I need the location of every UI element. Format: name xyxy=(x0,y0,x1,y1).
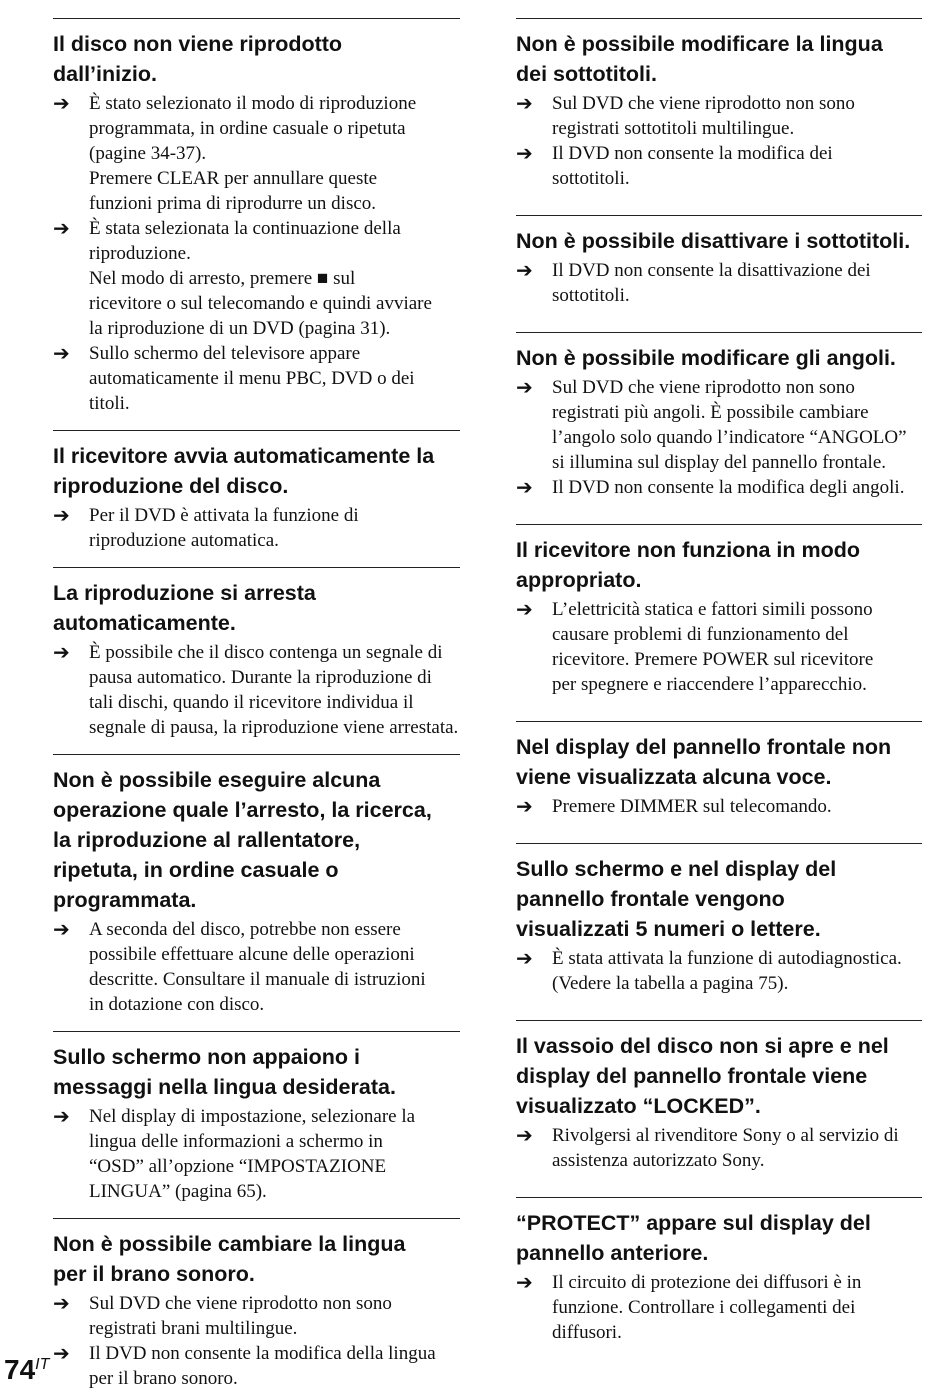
arrow-right-icon: ➔ xyxy=(516,375,533,399)
section-heading: Non è possibile cambiare la lingua per il brano sonoro. xyxy=(53,1232,406,1286)
arrow-right-icon: ➔ xyxy=(53,1291,70,1315)
remedy-text: Per il DVD è attivata la funzione di riproduzione automatica. xyxy=(89,505,359,551)
section-heading: Non è possibile eseguire alcuna operazione quale l’arresto, la ricerca, la riproduzione al rallentatore, ripetuta, in ordine casuale o programmata. xyxy=(53,768,432,912)
remedy-text: L’elettricità statica e fattori simili possono causare problemi di funzionamento del ricevitore. Premere POWER sul ricevitore per spegnere e riaccendere l’apparecchio. xyxy=(552,599,874,695)
troubleshooting-section xyxy=(516,1197,922,1369)
remedy-text: Il DVD non consente la disattivazione dei sottotitoli. xyxy=(552,260,871,306)
section-heading: Il ricevitore avvia automaticamente la riproduzione del disco. xyxy=(53,444,435,498)
section-heading: Il vassoio del disco non si apre e nel display del pannello frontale viene visualizzato “LOCKED”. xyxy=(516,1034,889,1118)
remedy-item xyxy=(516,258,922,308)
remedy-text: Il circuito di protezione dei diffusori è in funzione. Controllare i collegamenti dei diffusori. xyxy=(552,1272,862,1343)
troubleshooting-section xyxy=(516,843,922,1020)
troubleshooting-section xyxy=(516,1020,922,1197)
arrow-right-icon: ➔ xyxy=(516,1270,533,1294)
remedy-item xyxy=(53,917,460,1017)
arrow-right-icon: ➔ xyxy=(53,503,70,527)
remedy-text: È stata selezionata la continuazione della riproduzione. Nel modo di arresto, premere ■ sul ricevitore o sul telecomando e quindi avviare la riproduzione di un DVD (pagina 31). xyxy=(89,218,432,339)
remedy-item xyxy=(53,91,460,216)
section-heading: Non è possibile modificare gli angoli. xyxy=(516,346,896,370)
arrow-right-icon: ➔ xyxy=(53,341,70,365)
remedy-item xyxy=(516,1270,922,1345)
troubleshooting-section xyxy=(53,1218,460,1391)
section-heading: La riproduzione si arresta automaticamente. xyxy=(53,581,316,635)
left-column xyxy=(53,18,460,1391)
arrow-right-icon: ➔ xyxy=(516,258,533,282)
section-heading: “PROTECT” appare sul display del pannello anteriore. xyxy=(516,1211,871,1265)
section-heading: Nel display del pannello frontale non viene visualizzata alcuna voce. xyxy=(516,735,892,789)
remedy-item xyxy=(53,216,460,341)
remedy-text: Il DVD non consente la modifica dei sottotitoli. xyxy=(552,143,833,189)
remedy-item xyxy=(516,1123,922,1173)
remedy-text: A seconda del disco, potrebbe non essere possibile effettuare alcune delle operazioni descritte. Consultare il manuale di istruzioni in dotazione con disco. xyxy=(89,919,426,1015)
section-heading: Non è possibile modificare la lingua dei sottotitoli. xyxy=(516,32,883,86)
arrow-right-icon: ➔ xyxy=(53,1104,70,1128)
arrow-right-icon: ➔ xyxy=(53,917,70,941)
arrow-right-icon: ➔ xyxy=(53,1341,70,1365)
troubleshooting-section xyxy=(516,721,922,843)
troubleshooting-section xyxy=(53,430,460,567)
arrow-right-icon: ➔ xyxy=(516,1123,533,1147)
troubleshooting-section xyxy=(53,1031,460,1218)
remedy-item xyxy=(516,946,922,996)
arrow-right-icon: ➔ xyxy=(53,640,70,664)
troubleshooting-section xyxy=(516,332,922,524)
remedy-text: Sullo schermo del televisore appare automaticamente il menu PBC, DVD o dei titoli. xyxy=(89,343,415,414)
arrow-right-icon: ➔ xyxy=(516,597,533,621)
remedy-text: Nel display di impostazione, selezionare la lingua delle informazioni a schermo in “OSD” all’opzione “IMPOSTAZIONE LINGUA” (pagina 65). xyxy=(89,1106,416,1202)
remedy-item xyxy=(516,141,922,191)
remedy-text: Sul DVD che viene riprodotto non sono registrati più angoli. È possibile cambiare l’angolo solo quando l’indicatore “ANGOLO” si illumina sul display del pannello frontale. xyxy=(552,377,907,473)
section-heading: Non è possibile disattivare i sottotitoli. xyxy=(516,229,911,253)
right-column xyxy=(516,18,922,1369)
remedy-text: Premere DIMMER sul telecomando. xyxy=(552,796,832,817)
page-language-suffix: IT xyxy=(35,1356,50,1373)
arrow-right-icon: ➔ xyxy=(516,946,533,970)
troubleshooting-section xyxy=(516,18,922,215)
remedy-text: È possibile che il disco contenga un segnale di pausa automatico. Durante la riproduzione di tali dischi, quando il ricevitore individua il segnale di pausa, la riproduzione viene arrestata. xyxy=(89,642,459,738)
remedy-text: Sul DVD che viene riprodotto non sono registrati sottotitoli multilingue. xyxy=(552,93,855,139)
remedy-text: È stato selezionato il modo di riproduzione programmata, in ordine casuale o ripetuta (pagine 34-37). Premere CLEAR per annullare queste funzioni prima di riprodurre un disco. xyxy=(89,93,417,214)
remedy-text: Rivolgersi al rivenditore Sony o al servizio di assistenza autorizzato Sony. xyxy=(552,1125,899,1171)
section-heading: Sullo schermo non appaiono i messaggi nella lingua desiderata. xyxy=(53,1045,396,1099)
remedy-item xyxy=(53,341,460,416)
troubleshooting-section xyxy=(53,18,460,430)
troubleshooting-section xyxy=(53,754,460,1031)
remedy-text: È stata attivata la funzione di autodiagnostica. (Vedere la tabella a pagina 75). xyxy=(552,948,902,994)
section-heading: Il ricevitore non funziona in modo appropriato. xyxy=(516,538,861,592)
remedy-item xyxy=(516,597,922,697)
arrow-right-icon: ➔ xyxy=(516,794,533,818)
page-number: $74^{IT}$ xyxy=(4,1354,50,1385)
arrow-right-icon: ➔ xyxy=(53,216,70,240)
troubleshooting-section xyxy=(53,567,460,754)
remedy-item xyxy=(516,91,922,141)
section-heading: Sullo schermo e nel display del pannello frontale vengono visualizzati 5 numeri o lettere. xyxy=(516,857,837,941)
remedy-item xyxy=(53,1104,460,1204)
remedy-text: Il DVD non consente la modifica degli angoli. xyxy=(552,477,905,498)
remedy-item xyxy=(516,375,922,475)
section-heading: Il disco non viene riprodotto dall’inizio. xyxy=(53,32,343,86)
remedy-item xyxy=(53,1291,460,1341)
arrow-right-icon: ➔ xyxy=(53,91,70,115)
troubleshooting-section xyxy=(516,524,922,721)
arrow-right-icon: ➔ xyxy=(516,141,533,165)
troubleshooting-section xyxy=(516,215,922,332)
remedy-item xyxy=(516,794,922,819)
remedy-text: Il DVD non consente la modifica della lingua per il brano sonoro. xyxy=(89,1343,436,1389)
remedy-item xyxy=(53,640,460,740)
arrow-right-icon: ➔ xyxy=(516,475,533,499)
remedy-item xyxy=(53,503,460,553)
remedy-text: Sul DVD che viene riprodotto non sono registrati brani multilingue. xyxy=(89,1293,392,1339)
remedy-item xyxy=(53,1341,460,1391)
remedy-item xyxy=(516,475,922,500)
arrow-right-icon: ➔ xyxy=(516,91,533,115)
